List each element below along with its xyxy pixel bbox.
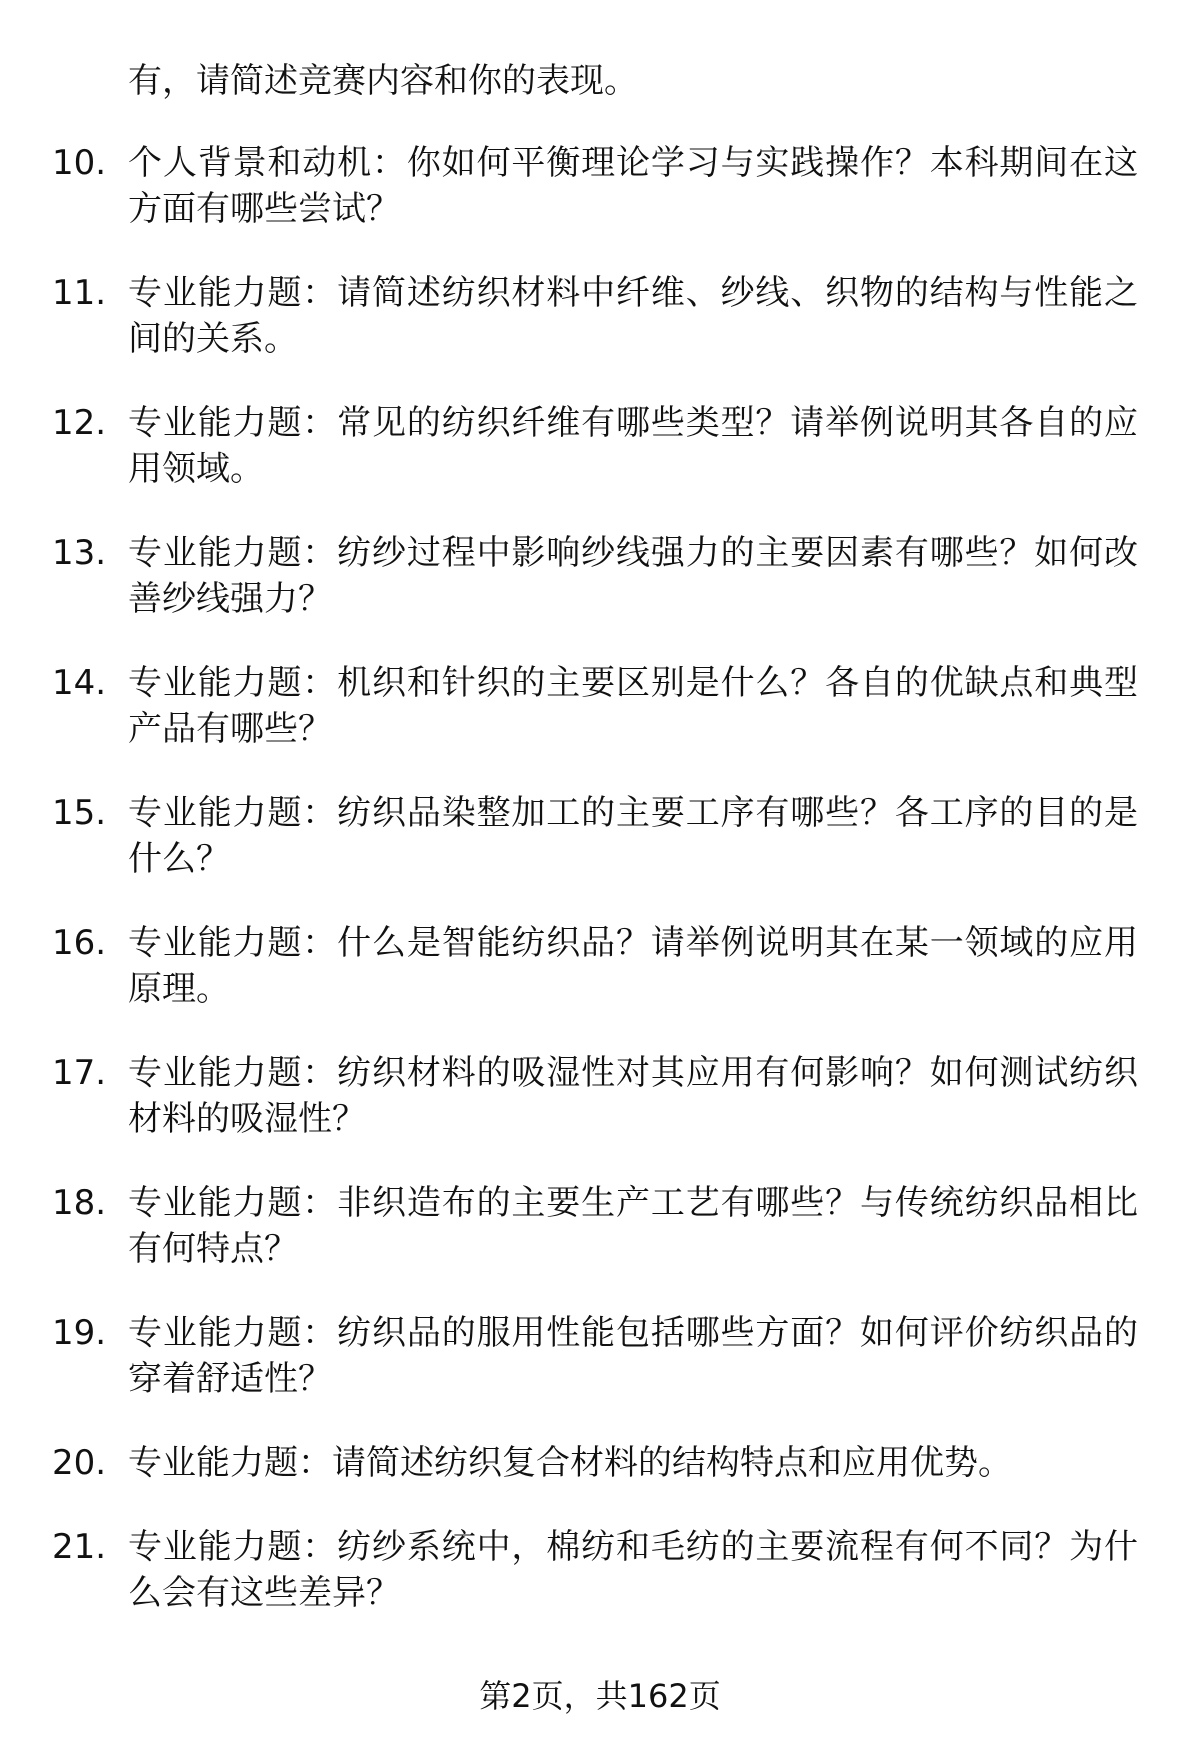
list-item	[0, 270, 1200, 400]
list-item	[0, 790, 1200, 920]
question-list	[0, 140, 1200, 1654]
question-text: 专业能力题：纺织品染整加工的主要工序有哪些？各工序的目的是什么？	[128, 793, 1138, 879]
question-text: 专业能力题：请简述纺织材料中纤维、纱线、织物的结构与性能之间的关系。	[128, 273, 1138, 359]
question-number: 16.	[52, 923, 107, 963]
list-item	[0, 660, 1200, 790]
list-item	[0, 530, 1200, 660]
question-text: 个人背景和动机：你如何平衡理论学习与实践操作？本科期间在这方面有哪些尝试？	[128, 143, 1138, 229]
list-item	[0, 1180, 1200, 1310]
question-text: 专业能力题：纺纱过程中影响纱线强力的主要因素有哪些？如何改善纱线强力？	[128, 533, 1138, 619]
list-item	[0, 1050, 1200, 1180]
page-number-footer: 第2页，共162页	[479, 1677, 721, 1715]
list-item	[0, 1440, 1200, 1524]
question-text: 专业能力题：机织和针织的主要区别是什么？各自的优缺点和典型产品有哪些？	[128, 663, 1138, 749]
question-number: 15.	[52, 793, 107, 833]
question-text: 专业能力题：纺织材料的吸湿性对其应用有何影响？如何测试纺织材料的吸湿性？	[128, 1053, 1138, 1139]
question-text: 专业能力题：常见的纺织纤维有哪些类型？请举例说明其各自的应用领域。	[128, 403, 1138, 489]
question-number: 21.	[52, 1527, 107, 1567]
question-number: 10.	[52, 143, 107, 183]
list-item	[0, 400, 1200, 530]
question-text: 专业能力题：纺织品的服用性能包括哪些方面？如何评价纺织品的穿着舒适性？	[128, 1313, 1138, 1399]
list-item	[0, 1310, 1200, 1440]
question-number: 17.	[52, 1053, 107, 1093]
list-item	[0, 140, 1200, 270]
question-number: 12.	[52, 403, 107, 443]
question-number: 13.	[52, 533, 107, 573]
list-item	[0, 920, 1200, 1050]
question-9-continuation: 有，请简述竞赛内容和你的表现。	[128, 61, 638, 101]
question-number: 18.	[52, 1183, 107, 1223]
question-text: 专业能力题：什么是智能纺织品？请举例说明其在某一领域的应用原理。	[128, 923, 1138, 1009]
question-text: 专业能力题：纺纱系统中，棉纺和毛纺的主要流程有何不同？为什么会有这些差异？	[128, 1527, 1138, 1613]
question-number: 14.	[52, 663, 107, 703]
question-number: 11.	[52, 273, 107, 313]
question-text: 专业能力题：请简述纺织复合材料的结构特点和应用优势。	[128, 1443, 1012, 1483]
question-number: 19.	[52, 1313, 107, 1353]
question-number: 20.	[52, 1443, 107, 1483]
list-item	[0, 1524, 1200, 1654]
question-text: 专业能力题：非织造布的主要生产工艺有哪些？与传统纺织品相比有何特点？	[128, 1183, 1138, 1269]
